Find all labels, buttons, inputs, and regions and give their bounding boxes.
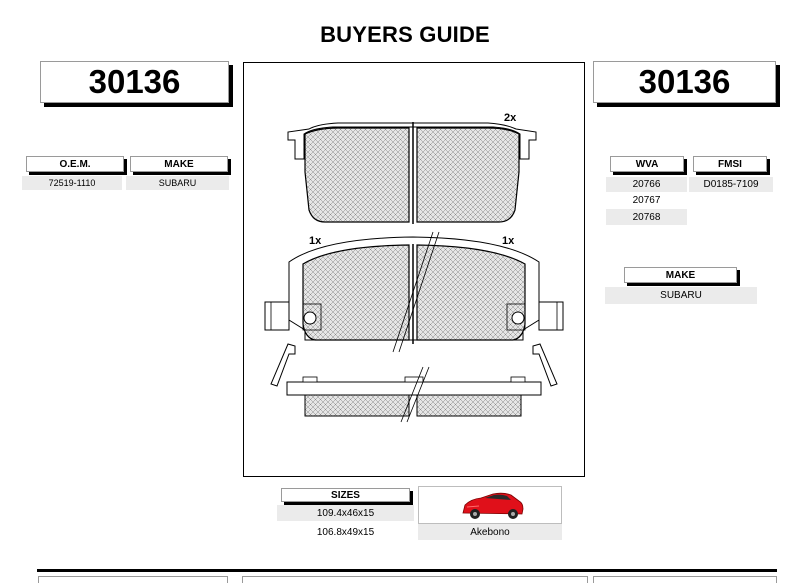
- part-number-right: 30136: [593, 61, 776, 103]
- make-header-left: MAKE: [130, 156, 228, 172]
- middle-pad-friction-right: [417, 245, 525, 340]
- brake-pad-drawing: [243, 62, 585, 477]
- wva-header: WVA: [610, 156, 684, 172]
- size-value: 109.4x46x15: [277, 505, 414, 521]
- top-pad-friction-left: [305, 128, 409, 222]
- qty-left-label: 1x: [309, 235, 322, 247]
- make-value-left: SUBARU: [126, 176, 229, 190]
- wva-value: 20766: [606, 177, 687, 192]
- wva-value: 20767: [606, 193, 687, 208]
- sizes-header: SIZES: [281, 488, 410, 502]
- side-view-friction: [305, 395, 409, 416]
- qty-right-label: 1x: [502, 235, 515, 247]
- fmsi-header: FMSI: [693, 156, 767, 172]
- page-title: BUYERS GUIDE: [320, 22, 490, 47]
- middle-pad-friction-left: [303, 245, 409, 340]
- make-value-right: SUBARU: [605, 287, 757, 304]
- size-value: 106.8x49x15: [277, 524, 414, 540]
- oem-value: 72519-1110: [22, 176, 122, 190]
- divider: [37, 569, 777, 572]
- make-header-right: MAKE: [624, 267, 737, 283]
- oem-header: O.E.M.: [26, 156, 124, 172]
- part-number-left: 30136: [40, 61, 229, 103]
- wva-value: 20768: [606, 209, 687, 225]
- vehicle-image: [418, 486, 562, 524]
- top-pad-friction-right: [417, 128, 519, 222]
- qty-top-label: 2x: [504, 112, 517, 124]
- brand-label: Akebono: [418, 524, 562, 540]
- fmsi-value: D0185-7109: [689, 177, 773, 192]
